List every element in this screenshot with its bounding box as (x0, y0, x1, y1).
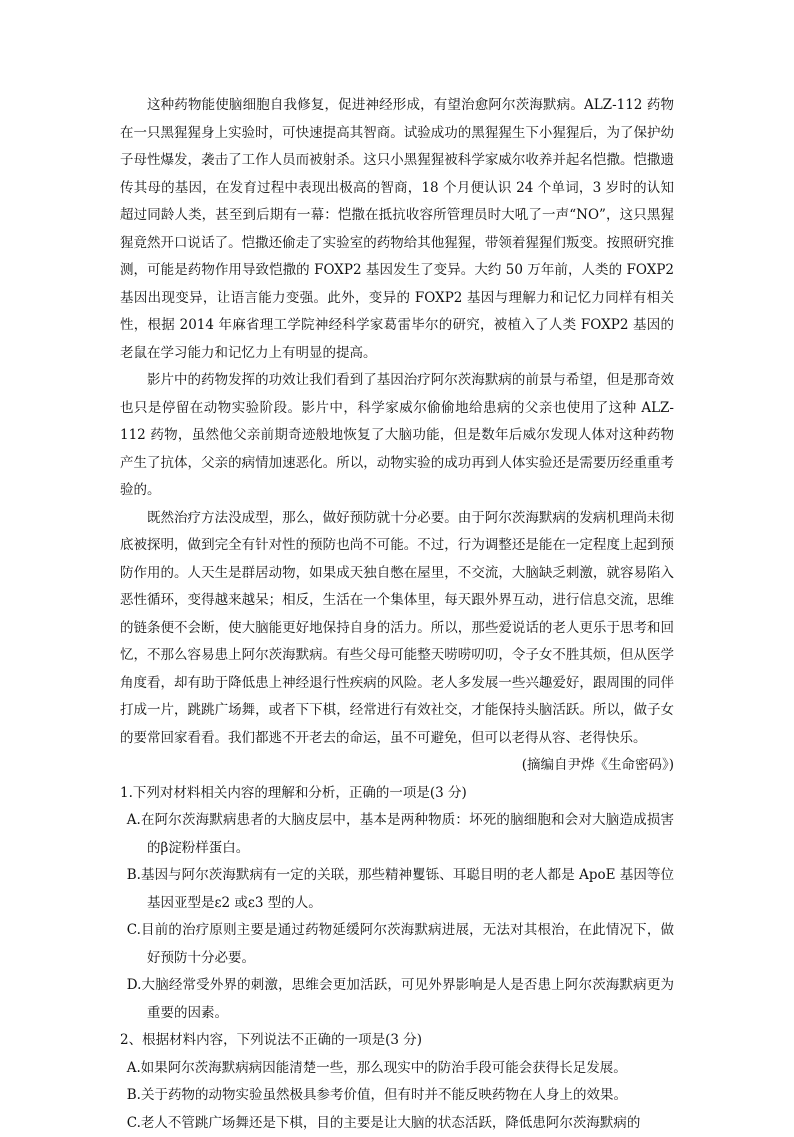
question-2-title: 2、根据材料内容，下列说法不正确的一项是(3 分) (120, 1027, 674, 1055)
question-1-option-c: C.目前的治疗原则主要是通过药物延缓阿尔茨海默病进展，无法对其根治，在此情况下，做好预防十分必要。 (120, 917, 674, 972)
question-1-option-d: D.大脑经常受外界的刺激，思维会更加活跃，可见外界影响是人是否患上阿尔茨海默病更为重要的因素。 (120, 972, 674, 1027)
article-paragraph-1: 这种药物能使脑细胞自我修复，促进神经形成，有望治愈阿尔茨海默病。ALZ-112 药物在一只黑猩猩身上实验时，可快速提高其智商。试验成功的黑猩猩生下小猩猩后，为了保护幼子母性爆发，袭击了工作人员而被射杀。这只小黑猩猩被科学家威尔收养并起名恺撒。恺撒遗传其母的基因，在发育过程中表现出极高的智商，18 个月便认识 24 个单词，3 岁时的认知超过同龄人类，甚至到后期有一幕：恺撒在抵抗收容所管理员时大吼了一声“NO”，这只黑猩猩竟然开口说话了。恺撒还偷走了实验室的药物给其他猩猩，带领着猩猩们叛变。按照研究推测，可能是药物作用导致恺撒的 FOXP2 基因发生了变异。大约 50 万年前，人类的 FOXP2 基因出现变异，让语言能力变强。此外，变异的 FOXP2 基因与理解力和记忆力同样有相关性，根据 2014 年麻省理工学院神经科学家葛雷毕尔的研究，被植入了人类 FOXP2 基因的老鼠在学习能力和记忆力上有明显的提高。 (120, 92, 674, 367)
article-paragraph-2: 影片中的药物发挥的功效让我们看到了基因治疗阿尔茨海默病的前景与希望，但是那奇效也只是停留在动物实验阶段。影片中，科学家威尔偷偷地给患病的父亲也使用了这种 ALZ-112 药物，虽然他父亲前期奇迹般地恢复了大脑功能，但是数年后威尔发现人体对这种药物产生了抗体，父亲的病情加速恶化。所以，动物实验的成功再到人体实验还是需要历经重重考验的。 (120, 367, 674, 505)
question-1-option-a: A.在阿尔茨海默病患者的大脑皮层中，基本是两种物质：坏死的脑细胞和会对大脑造成损害的β淀粉样蛋白。 (120, 807, 674, 862)
article-source: (摘编自尹烨《生命密码》) (120, 752, 674, 780)
question-2 (120, 1027, 674, 1137)
question-2-option-b: B.关于药物的动物实验虽然极具参考价值，但有时并不能反映药物在人身上的效果。 (120, 1082, 674, 1110)
question-1-title: 1.下列对材料相关内容的理解和分析，正确的一项是(3 分) (120, 780, 674, 808)
question-1-option-b: B.基因与阿尔茨海默病有一定的关联，那些精神矍铄、耳聪目明的老人都是 ApoE 基因等位基因亚型是ε2 或ε3 型的人。 (120, 862, 674, 917)
question-2-option-c: C.老人不管跳广场舞还是下棋，目的主要是让大脑的状态活跃，降低患阿尔茨海默病的 (120, 1110, 674, 1137)
question-2-option-a: A.如果阿尔茨海默病病因能清楚一些，那么现实中的防治手段可能会获得长足发展。 (120, 1055, 674, 1083)
article-paragraph-3: 既然治疗方法没成型，那么，做好预防就十分必要。由于阿尔茨海默病的发病机理尚未彻底被探明，做到完全有针对性的预防也尚不可能。不过，行为调整还是能在一定程度上起到预防作用的。人天生是群居动物，如果成天独自憋在屋里，不交流，大脑缺乏刺激，就容易陷入恶性循环，变得越来越呆；相反，生活在一个集体里，每天跟外界互动，进行信息交流，思维的链条便不会断，使大脑能更好地保持自身的活力。所以，那些爱说话的老人更乐于思考和回忆，不那么容易患上阿尔茨海默病。有些父母可能整天唠唠叨叨，令子女不胜其烦，但从医学角度看，却有助于降低患上神经退行性疾病的风险。老人多发展一些兴趣爱好，跟周围的同伴打成一片，跳跳广场舞，或者下下棋，经常进行有效社交，才能保持头脑活跃。所以，做子女的要常回家看看。我们都逃不开老去的命运，虽不可避免，但可以老得从容、老得快乐。 (120, 505, 674, 753)
question-1 (120, 780, 674, 1028)
article (120, 92, 674, 780)
